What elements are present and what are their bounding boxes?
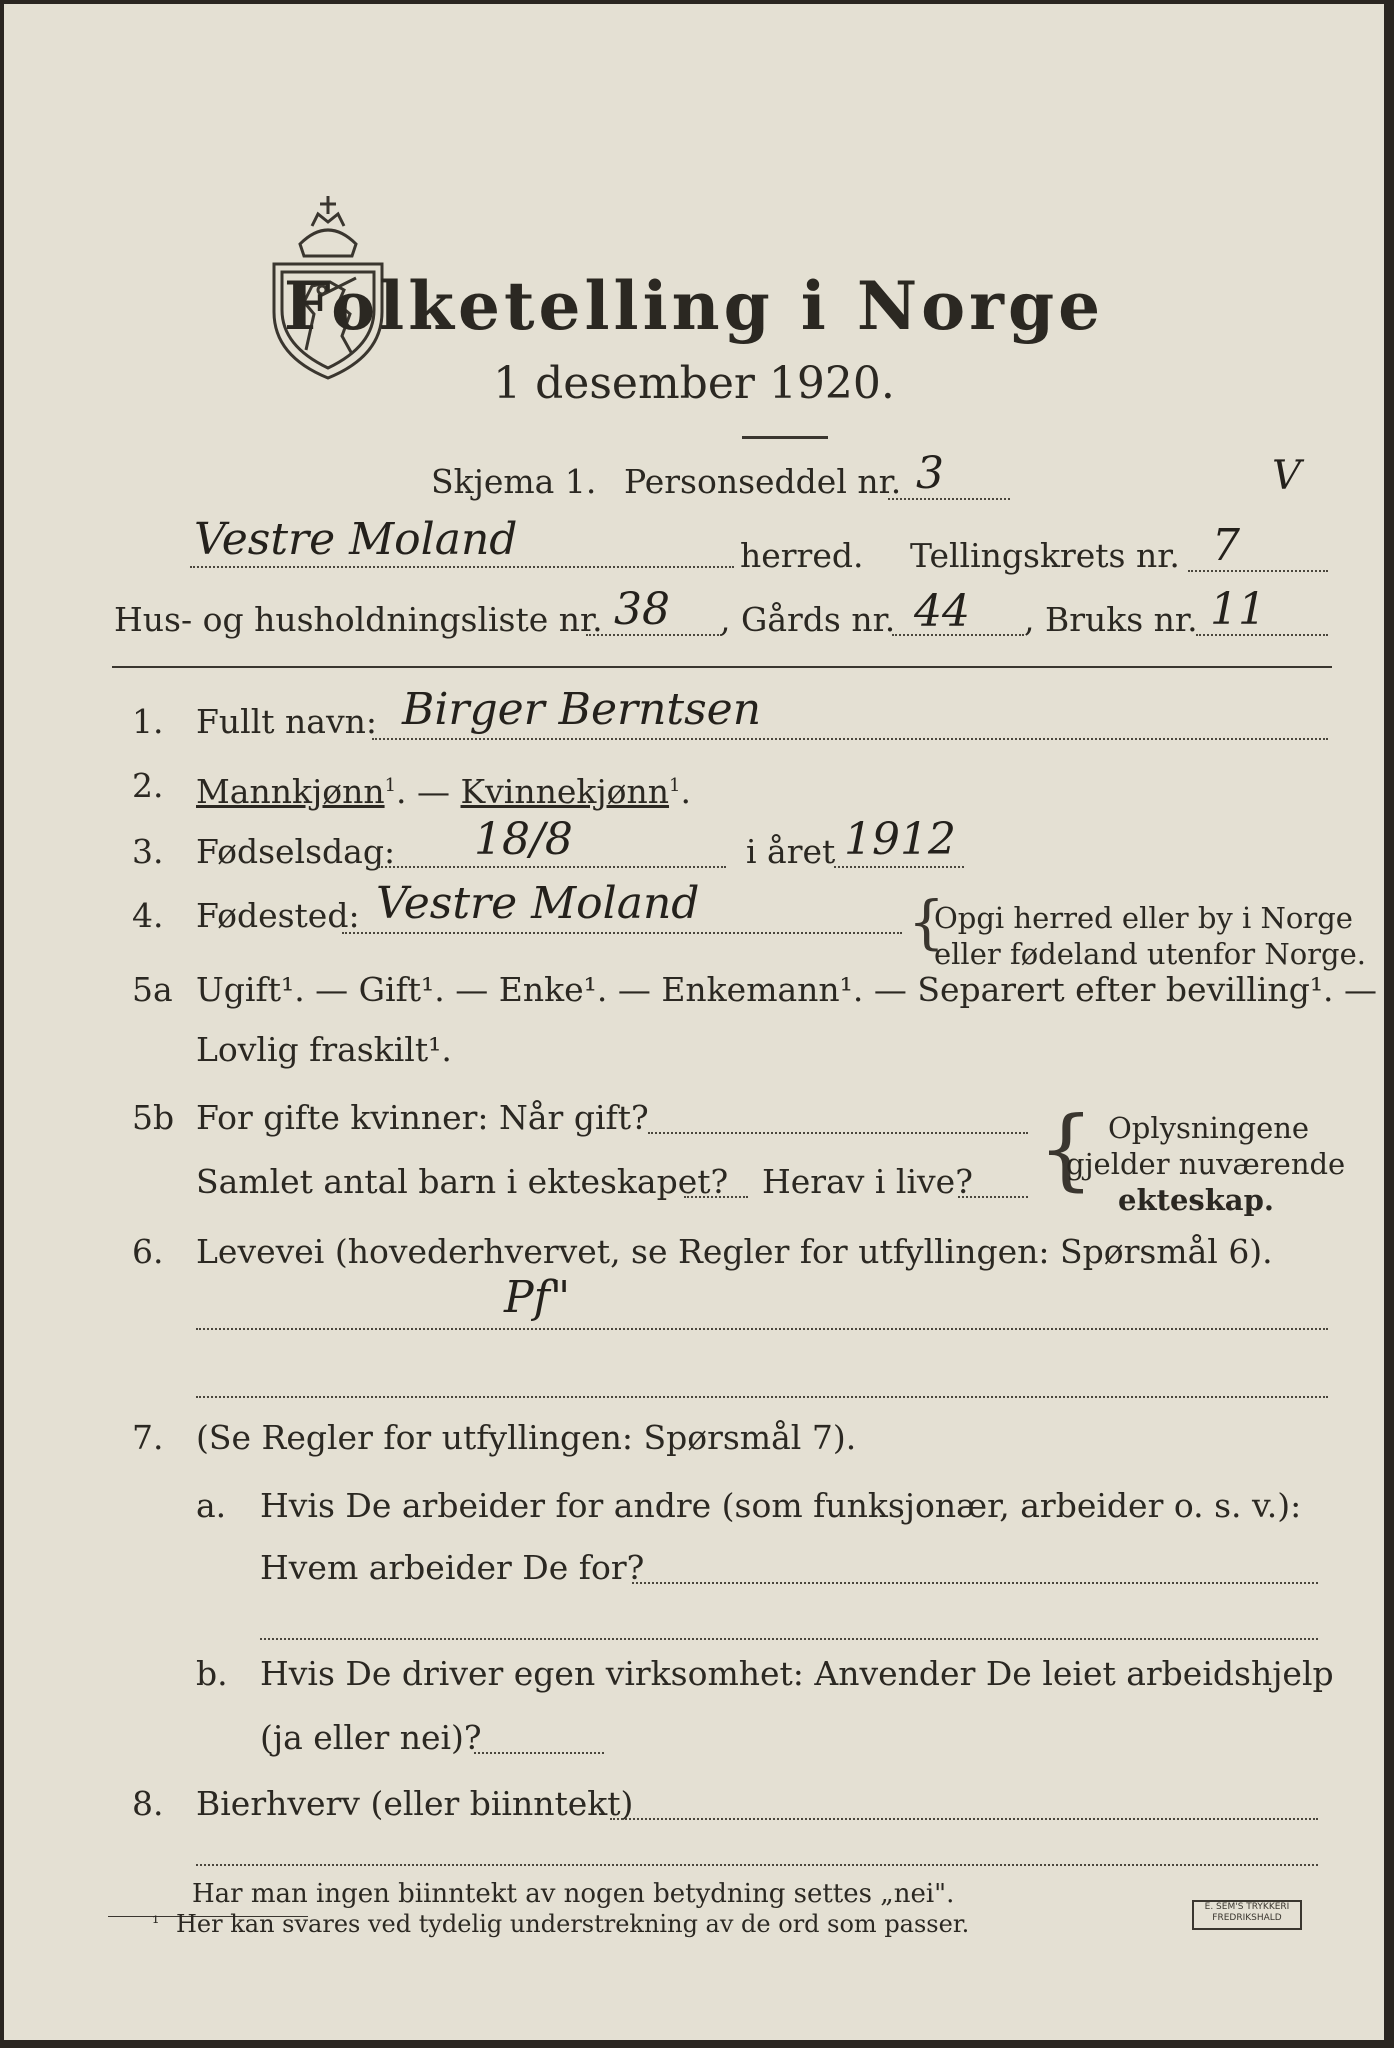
q5b-children-line: [684, 1196, 748, 1198]
q4-value: Vestre Moland: [376, 878, 700, 929]
q5a-number: 5a: [132, 970, 173, 1009]
q2-female: Kvinnekjønn: [460, 772, 670, 811]
q3-label: Fødselsdag:: [196, 832, 396, 871]
q5b-number: 5b: [132, 1098, 175, 1137]
q6-number: 6.: [132, 1232, 164, 1271]
tellingskrets-line: [1188, 570, 1328, 572]
q6-value: Pf": [504, 1272, 571, 1323]
q5b-line1: For gifte kvinner: Når gift?: [196, 1098, 649, 1137]
q7b-line: [474, 1752, 604, 1754]
q2-end: .: [680, 772, 691, 811]
husliste-label: Hus- og husholdningsliste nr.: [114, 600, 603, 639]
q5b-note-line2: gjelder nuværende: [1066, 1147, 1346, 1181]
footnote-text: Her kan svares ved tydelig understrekning av de ord som passer.: [176, 1910, 970, 1938]
q3-day-value: 18/8: [474, 814, 573, 865]
personseddel-label: Personseddel nr.: [624, 462, 902, 501]
q8-number: 8.: [132, 1784, 164, 1823]
q7a-letter: a.: [196, 1486, 227, 1525]
q4-note-line1: Opgi herred eller by i Norge: [934, 901, 1353, 935]
q7b-letter: b.: [196, 1654, 228, 1693]
personseddel-value: 3: [916, 448, 944, 499]
q7-label: (Se Regler for utfyllingen: Spørsmål 7).: [196, 1418, 857, 1457]
header-rule: [112, 666, 1332, 668]
q4-line: [342, 932, 902, 934]
bruks-value: 11: [1210, 584, 1266, 635]
q3-year-value: 1912: [844, 814, 956, 865]
q5b-line2a: Samlet antal barn i ekteskapet?: [196, 1162, 729, 1201]
q3-year-line: [834, 866, 964, 868]
herred-label: herred.: [740, 536, 864, 575]
husliste-value: 38: [614, 584, 670, 635]
q1-number: 1.: [132, 702, 164, 741]
gards-label: , Gårds nr.: [720, 600, 896, 639]
q1-label: Fullt navn:: [196, 702, 377, 741]
form-title: Folketelling i Norge: [283, 267, 1105, 345]
q4-number: 4.: [132, 896, 164, 935]
q8-line2: [196, 1864, 1318, 1866]
q5a-line2: Lovlig fraskilt¹.: [196, 1030, 452, 1069]
stamp-line2: FREDRIKSHALD: [1212, 1913, 1282, 1923]
herred-line: [190, 566, 734, 568]
q4-note-line2: eller fødeland utenfor Norge.: [934, 937, 1366, 971]
q2-number: 2.: [132, 766, 164, 805]
q3-year-label: i året: [746, 832, 836, 871]
q2-sep: . —: [396, 772, 461, 811]
q5b-note-line1: Oplysningene: [1108, 1111, 1310, 1145]
q2-male: Mannkjønn: [196, 772, 385, 811]
q5b-brace: {: [1038, 1097, 1094, 1200]
q7a-line-extra: [260, 1638, 1318, 1640]
q5a-line1: Ugift¹. — Gift¹. — Enke¹. — Enkemann¹. — Separert efter bevilling¹. —: [196, 970, 1378, 1009]
q3-day-line: [378, 866, 726, 868]
q1-value: Birger Berntsen: [402, 684, 762, 735]
tellingskrets-value: 7: [1212, 520, 1240, 571]
check-mark: V: [1272, 453, 1301, 499]
skjema-label: Skjema 1.: [431, 462, 597, 501]
q7b-line1: Hvis De driver egen virksomhet: Anvender De leiet arbeidshjelp: [260, 1654, 1334, 1693]
q7a-line1: Hvis De arbeider for andre (som funksjonær, arbeider o. s. v.):: [260, 1486, 1302, 1525]
q1-line: [372, 738, 1328, 740]
q6-line2: [196, 1396, 1328, 1398]
q2-options: Mannkjønn$^1$. — Kvinnekjønn$^1$.: [196, 772, 691, 811]
form-date: 1 desember 1920.: [493, 358, 895, 409]
q7a-line: [632, 1582, 1318, 1584]
q3-number: 3.: [132, 832, 164, 871]
stamp-line1: E. SEM'S TRYKKERI: [1204, 1902, 1290, 1912]
q6-label: Levevei (hovederhvervet, se Regler for utfyllingen: Spørsmål 6).: [196, 1232, 1273, 1271]
gards-value: 44: [914, 586, 970, 637]
title-divider: [742, 436, 828, 439]
q5b-married-line: [648, 1132, 1028, 1134]
q5b-line2b: Herav i live?: [762, 1162, 973, 1201]
printer-stamp: [1192, 1900, 1302, 1930]
footer-note: Har man ingen biinntekt av nogen betydning settes „nei".: [192, 1879, 955, 1909]
q6-line1: [196, 1328, 1328, 1330]
census-form-sheet: [4, 4, 1384, 2040]
bruks-label: , Bruks nr.: [1024, 600, 1198, 639]
tellingskrets-label: Tellingskrets nr.: [910, 536, 1180, 575]
herred-value: Vestre Moland: [194, 514, 518, 565]
q7a-line2: Hvem arbeider De for?: [260, 1548, 645, 1587]
q7b-line2: (ja eller nei)?: [260, 1718, 482, 1757]
q8-line1: [610, 1818, 1318, 1820]
q8-label: Bierhverv (eller biinntekt): [196, 1784, 634, 1823]
q4-brace: {: [908, 888, 945, 956]
q4-label: Fødested:: [196, 896, 360, 935]
personseddel-line: [888, 498, 1010, 500]
footnote-mark: ¹: [152, 1913, 160, 1934]
q7-number: 7.: [132, 1418, 164, 1457]
q5b-note-line3: ekteskap.: [1118, 1183, 1274, 1217]
q5b-alive-line: [958, 1196, 1028, 1198]
